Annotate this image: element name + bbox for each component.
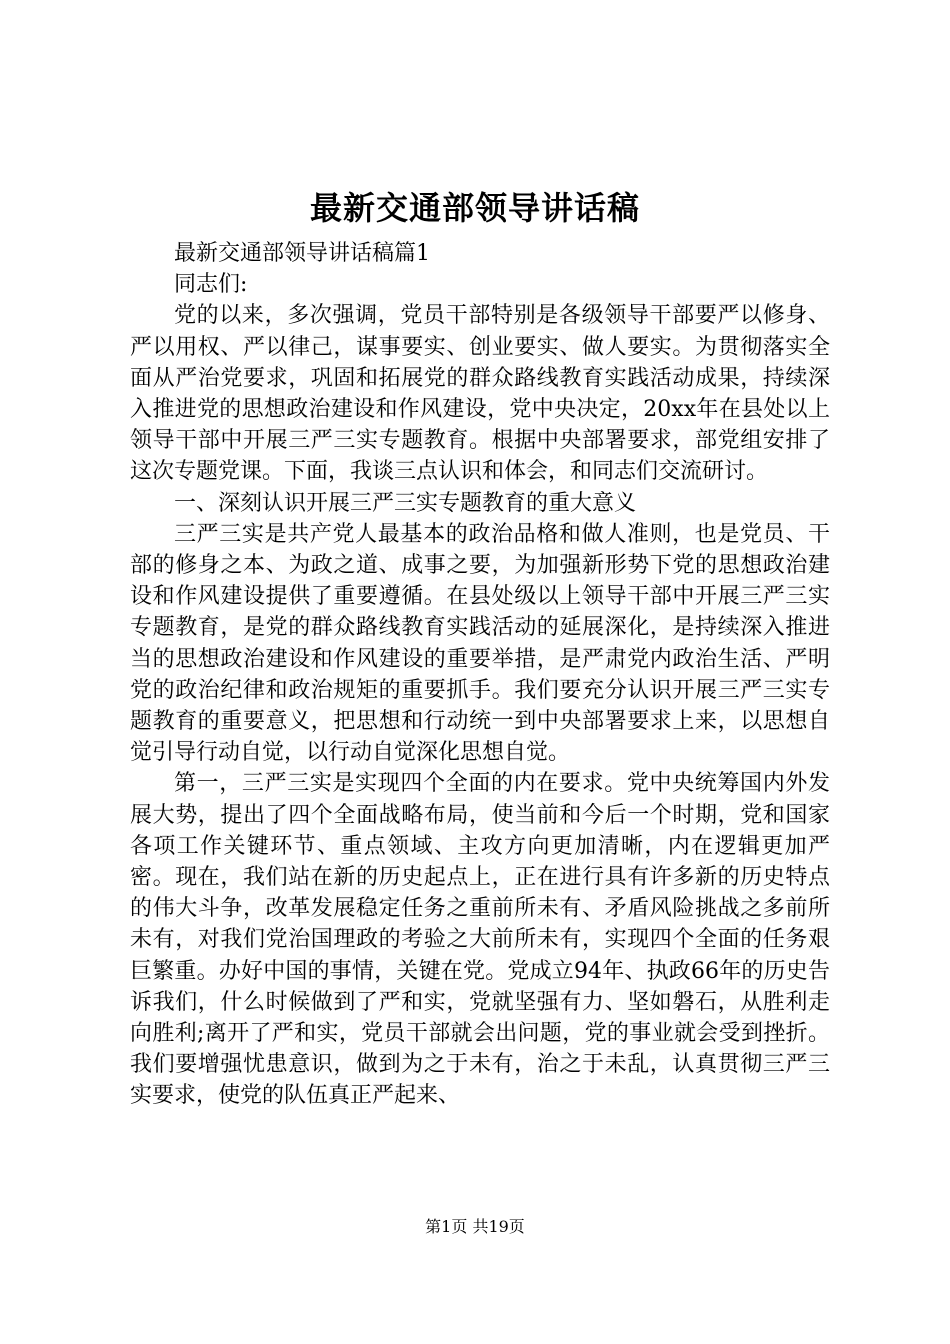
page-footer: 第1页 共19页 (425, 1217, 525, 1236)
document-title: 最新交通部领导讲话稿 (309, 189, 640, 227)
body-paragraph: 党的以来，多次强调，党员干部特别是各级领导干部要严以修身、严以用权、严以律己，谋事要实、创业要实、做人要实。为贯彻落实全面从严治党要求，巩固和拓展党的群众路线教育实践活动成果，持续深入推进党的思想政治建设和作风建设，党中央决定，20xx年在县处以上领导干部中开展三严三实专题教育。根据中央部署要求，部党组安排了这次专题党课。下面，我谈三点认识和体会，和同志们交流研讨。 (130, 303, 830, 485)
body-paragraph: 第一，三严三实是实现四个全面的内在要求。党中央统筹国内外发展大势，提出了四个全面战略布局，使当前和今后一个时期，党和国家各项工作关键环节、重点领域、主攻方向更加清晰，内在逻辑更加严密。现在，我们站在新的历史起点上，正在进行具有许多新的历史特点的伟大斗争，改革发展稳定任务之重前所未有、矛盾风险挑战之多前所未有，对我们党治国理政的考验之大前所未有，实现四个全面的任务艰巨繁重。办好中国的事情，关键在党。党成立94年、执政66年的历史告诉我们，什么时候做到了严和实，党就坚强有力、坚如磐石，从胜利走向胜利;离开了严和实，党员干部就会出问题，党的事业就会受到挫折。我们要增强忧患意识，做到为之于未有，治之于未乱，认真贯彻三严三实要求，使党的队伍真正严起来、 (130, 771, 830, 1109)
salutation: 同志们: (174, 272, 248, 298)
section-heading: 一、深刻认识开展三严三实专题教育的重大意义 (174, 490, 637, 516)
document-body (130, 238, 830, 1112)
body-paragraph: 三严三实是共产党人最基本的政治品格和做人准则，也是党员、干部的修身之本、为政之道、成事之要，为加强新形势下党的思想政治建设和作风建设提供了重要遵循。在县处级以上领导干部中开展三严三实专题教育，是党的群众路线教育实践活动的延展深化，是持续深入推进当的思想政治建设和作风建设的重要举措，是严肃党内政治生活、严明党的政治纪律和政治规矩的重要抓手。我们要充分认识开展三严三实专题教育的重要意义，把思想和行动统一到中央部署要求上来，以思想自觉引导行动自觉，以行动自觉深化思想自觉。 (130, 521, 830, 766)
section-heading: 最新交通部领导讲话稿篇1 (174, 241, 430, 266)
